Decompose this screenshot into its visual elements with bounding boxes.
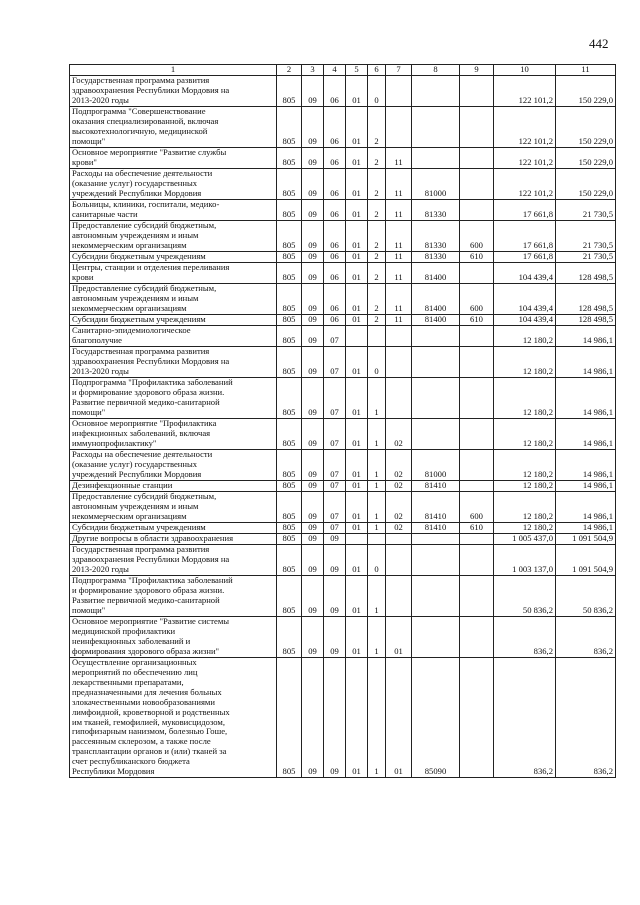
table-body bbox=[70, 76, 616, 778]
cell-activity-code: 02 bbox=[386, 481, 412, 492]
table-row bbox=[70, 545, 616, 576]
cell-section-code: 09 bbox=[302, 263, 324, 284]
cell-program-code: 01 bbox=[346, 76, 368, 107]
row-name-cell: Государственная программа развития здравоохранения Республики Мордовия на 2013-2020 годы bbox=[70, 76, 277, 107]
header-cell: 7 bbox=[386, 65, 412, 76]
cell-direction-code: 81330 bbox=[412, 200, 460, 221]
row-name-cell: Больницы, клиники, госпитали, медико- санитарные части bbox=[70, 200, 277, 221]
cell-program-code: 01 bbox=[346, 617, 368, 658]
row-name-cell: Основное мероприятие "Профилактика инфекционных заболеваний, включая иммунопрофилактику" bbox=[70, 419, 277, 450]
row-name-cell: Расходы на обеспечение деятельности (оказание услуг) государственных учреждений Республики Мордовия bbox=[70, 450, 277, 481]
cell-amount-col10: 104 439,4 bbox=[494, 284, 556, 315]
cell-amount-col11: 14 986,1 bbox=[556, 419, 616, 450]
cell-amount-col10: 12 180,2 bbox=[494, 450, 556, 481]
row-name-cell: Государственная программа развития здравоохранения Республики Мордовия на 2013-2020 годы bbox=[70, 545, 277, 576]
cell-program-code: 01 bbox=[346, 315, 368, 326]
cell-ministry-code: 805 bbox=[277, 148, 302, 169]
cell-subsection-code: 09 bbox=[324, 576, 346, 617]
cell-subprogram-code: 0 bbox=[368, 76, 386, 107]
table-row bbox=[70, 419, 616, 450]
row-name-cell: Подпрограмма "Профилактика заболеваний и формирование здорового образа жизни. Развитие первичной медико-санитарной помощи" bbox=[70, 576, 277, 617]
table-row bbox=[70, 148, 616, 169]
cell-direction-code: 81410 bbox=[412, 523, 460, 534]
cell-section-code: 09 bbox=[302, 492, 324, 523]
table-row bbox=[70, 378, 616, 419]
cell-amount-col11: 14 986,1 bbox=[556, 347, 616, 378]
cell-direction-code: 81330 bbox=[412, 252, 460, 263]
cell-amount-col10: 122 101,2 bbox=[494, 107, 556, 148]
cell-activity-code: 02 bbox=[386, 523, 412, 534]
cell-direction-code bbox=[412, 148, 460, 169]
cell-amount-col11: 1 091 504,9 bbox=[556, 545, 616, 576]
cell-direction-code bbox=[412, 76, 460, 107]
cell-amount-col11: 14 986,1 bbox=[556, 326, 616, 347]
cell-ministry-code: 805 bbox=[277, 481, 302, 492]
cell-subsection-code: 06 bbox=[324, 200, 346, 221]
cell-ministry-code: 805 bbox=[277, 169, 302, 200]
header-cell: 11 bbox=[556, 65, 616, 76]
cell-amount-col10: 12 180,2 bbox=[494, 481, 556, 492]
cell-activity-code bbox=[386, 534, 412, 545]
header-cell: 5 bbox=[346, 65, 368, 76]
cell-expense-type-code bbox=[460, 263, 494, 284]
table-row bbox=[70, 326, 616, 347]
cell-activity-code bbox=[386, 107, 412, 148]
cell-expense-type-code bbox=[460, 545, 494, 576]
cell-activity-code: 11 bbox=[386, 200, 412, 221]
cell-section-code: 09 bbox=[302, 326, 324, 347]
cell-subsection-code: 07 bbox=[324, 523, 346, 534]
page-number: 442 bbox=[589, 36, 609, 51]
table-row bbox=[70, 576, 616, 617]
cell-expense-type-code: 600 bbox=[460, 284, 494, 315]
cell-program-code: 01 bbox=[346, 148, 368, 169]
row-name-cell: Центры, станции и отделения переливания крови bbox=[70, 263, 277, 284]
cell-amount-col10: 12 180,2 bbox=[494, 347, 556, 378]
cell-ministry-code: 805 bbox=[277, 545, 302, 576]
cell-subsection-code: 07 bbox=[324, 450, 346, 481]
cell-subsection-code: 09 bbox=[324, 658, 346, 778]
cell-section-code: 09 bbox=[302, 419, 324, 450]
cell-section-code: 09 bbox=[302, 107, 324, 148]
table-row bbox=[70, 200, 616, 221]
cell-subprogram-code: 1 bbox=[368, 450, 386, 481]
cell-expense-type-code bbox=[460, 148, 494, 169]
cell-subprogram-code: 2 bbox=[368, 263, 386, 284]
table-row bbox=[70, 481, 616, 492]
cell-direction-code bbox=[412, 347, 460, 378]
cell-subprogram-code: 1 bbox=[368, 481, 386, 492]
cell-subprogram-code: 2 bbox=[368, 169, 386, 200]
row-name-cell: Предоставление субсидий бюджетным, автономным учреждениям и иным некоммерческим организациям bbox=[70, 492, 277, 523]
cell-direction-code bbox=[412, 419, 460, 450]
cell-subprogram-code: 0 bbox=[368, 545, 386, 576]
cell-subprogram-code: 1 bbox=[368, 492, 386, 523]
cell-subprogram-code: 1 bbox=[368, 617, 386, 658]
cell-ministry-code: 805 bbox=[277, 263, 302, 284]
cell-expense-type-code bbox=[460, 576, 494, 617]
cell-amount-col10: 17 661,8 bbox=[494, 221, 556, 252]
cell-activity-code: 11 bbox=[386, 169, 412, 200]
cell-direction-code: 81400 bbox=[412, 263, 460, 284]
cell-section-code: 09 bbox=[302, 200, 324, 221]
cell-subsection-code: 06 bbox=[324, 221, 346, 252]
cell-expense-type-code: 610 bbox=[460, 523, 494, 534]
table-row bbox=[70, 221, 616, 252]
cell-amount-col11: 128 498,5 bbox=[556, 315, 616, 326]
cell-program-code: 01 bbox=[346, 252, 368, 263]
cell-subsection-code: 07 bbox=[324, 481, 346, 492]
header-cell: 4 bbox=[324, 65, 346, 76]
cell-direction-code bbox=[412, 107, 460, 148]
cell-amount-col11: 14 986,1 bbox=[556, 378, 616, 419]
cell-amount-col11: 50 836,2 bbox=[556, 576, 616, 617]
cell-amount-col10: 17 661,8 bbox=[494, 200, 556, 221]
cell-ministry-code: 805 bbox=[277, 107, 302, 148]
cell-ministry-code: 805 bbox=[277, 76, 302, 107]
cell-expense-type-code bbox=[460, 169, 494, 200]
table-row bbox=[70, 284, 616, 315]
cell-activity-code bbox=[386, 576, 412, 617]
cell-section-code: 09 bbox=[302, 315, 324, 326]
cell-subsection-code: 06 bbox=[324, 252, 346, 263]
cell-subprogram-code: 1 bbox=[368, 576, 386, 617]
cell-expense-type-code bbox=[460, 481, 494, 492]
cell-program-code: 01 bbox=[346, 263, 368, 284]
cell-ministry-code: 805 bbox=[277, 378, 302, 419]
cell-section-code: 09 bbox=[302, 523, 324, 534]
cell-amount-col10: 12 180,2 bbox=[494, 378, 556, 419]
cell-activity-code: 11 bbox=[386, 263, 412, 284]
cell-subsection-code: 06 bbox=[324, 169, 346, 200]
cell-activity-code bbox=[386, 378, 412, 419]
cell-activity-code: 01 bbox=[386, 617, 412, 658]
row-name-cell: Государственная программа развития здравоохранения Республики Мордовия на 2013-2020 годы bbox=[70, 347, 277, 378]
cell-section-code: 09 bbox=[302, 252, 324, 263]
cell-subprogram-code: 1 bbox=[368, 658, 386, 778]
cell-amount-col11: 14 986,1 bbox=[556, 481, 616, 492]
cell-direction-code: 81410 bbox=[412, 481, 460, 492]
cell-ministry-code: 805 bbox=[277, 492, 302, 523]
cell-activity-code: 11 bbox=[386, 252, 412, 263]
cell-subprogram-code: 2 bbox=[368, 107, 386, 148]
cell-subsection-code: 09 bbox=[324, 534, 346, 545]
cell-amount-col11: 14 986,1 bbox=[556, 450, 616, 481]
cell-activity-code: 11 bbox=[386, 284, 412, 315]
cell-subsection-code: 06 bbox=[324, 107, 346, 148]
cell-section-code: 09 bbox=[302, 76, 324, 107]
row-name-cell: Санитарно-эпидемиологическое благополучие bbox=[70, 326, 277, 347]
cell-section-code: 09 bbox=[302, 148, 324, 169]
row-name-cell: Подпрограмма "Профилактика заболеваний и формирование здорового образа жизни. Развитие первичной медико-санитарной помощи" bbox=[70, 378, 277, 419]
row-name-cell: Расходы на обеспечение деятельности (оказание услуг) государственных учреждений Республики Мордовия bbox=[70, 169, 277, 200]
table-row bbox=[70, 169, 616, 200]
table-row bbox=[70, 252, 616, 263]
cell-expense-type-code bbox=[460, 347, 494, 378]
cell-section-code: 09 bbox=[302, 576, 324, 617]
cell-amount-col11: 128 498,5 bbox=[556, 284, 616, 315]
table-row bbox=[70, 263, 616, 284]
cell-direction-code bbox=[412, 534, 460, 545]
cell-program-code: 01 bbox=[346, 169, 368, 200]
cell-ministry-code: 805 bbox=[277, 315, 302, 326]
cell-subprogram-code bbox=[368, 534, 386, 545]
cell-program-code: 01 bbox=[346, 492, 368, 523]
cell-program-code: 01 bbox=[346, 545, 368, 576]
cell-expense-type-code bbox=[460, 419, 494, 450]
cell-program-code: 01 bbox=[346, 658, 368, 778]
table-row bbox=[70, 658, 616, 778]
table-row bbox=[70, 523, 616, 534]
cell-expense-type-code: 610 bbox=[460, 315, 494, 326]
cell-activity-code: 11 bbox=[386, 148, 412, 169]
cell-amount-col11: 14 986,1 bbox=[556, 492, 616, 523]
cell-program-code bbox=[346, 326, 368, 347]
cell-direction-code: 81400 bbox=[412, 315, 460, 326]
cell-program-code: 01 bbox=[346, 481, 368, 492]
cell-program-code: 01 bbox=[346, 450, 368, 481]
row-name-cell: Осуществление организационных мероприятий по обеспечению лиц лекарственными препаратами, предназначенными для лечения больных злокачественными новообразованиями лимфоидной, кроветворной и родственных им тканей, гемофилией, муковисцидозом, гипофизарным нанизмом, болезнью Гоше, рассеянным склерозом, а также после трансплантации органов и (или) тканей за счет республиканского бюджета Республики Мордовия bbox=[70, 658, 277, 778]
cell-activity-code: 11 bbox=[386, 221, 412, 252]
cell-program-code: 01 bbox=[346, 347, 368, 378]
header-cell: 8 bbox=[412, 65, 460, 76]
cell-activity-code: 01 bbox=[386, 658, 412, 778]
cell-amount-col10: 104 439,4 bbox=[494, 315, 556, 326]
cell-activity-code: 11 bbox=[386, 315, 412, 326]
cell-subprogram-code bbox=[368, 326, 386, 347]
row-name-cell: Субсидии бюджетным учреждениям bbox=[70, 523, 277, 534]
row-name-cell: Дезинфекционные станции bbox=[70, 481, 277, 492]
cell-expense-type-code bbox=[460, 617, 494, 658]
cell-subprogram-code: 1 bbox=[368, 378, 386, 419]
cell-program-code: 01 bbox=[346, 200, 368, 221]
cell-amount-col11: 836,2 bbox=[556, 658, 616, 778]
cell-ministry-code: 805 bbox=[277, 284, 302, 315]
row-name-cell: Субсидии бюджетным учреждениям bbox=[70, 252, 277, 263]
cell-expense-type-code bbox=[460, 107, 494, 148]
cell-subprogram-code: 1 bbox=[368, 419, 386, 450]
cell-subprogram-code: 2 bbox=[368, 252, 386, 263]
cell-amount-col10: 12 180,2 bbox=[494, 419, 556, 450]
cell-amount-col11: 150 229,0 bbox=[556, 148, 616, 169]
cell-amount-col11: 150 229,0 bbox=[556, 107, 616, 148]
cell-expense-type-code bbox=[460, 326, 494, 347]
cell-amount-col10: 122 101,2 bbox=[494, 76, 556, 107]
cell-direction-code: 81000 bbox=[412, 169, 460, 200]
cell-subsection-code: 07 bbox=[324, 347, 346, 378]
cell-expense-type-code: 600 bbox=[460, 492, 494, 523]
table-row bbox=[70, 76, 616, 107]
cell-direction-code bbox=[412, 576, 460, 617]
cell-ministry-code: 805 bbox=[277, 347, 302, 378]
cell-expense-type-code bbox=[460, 378, 494, 419]
cell-direction-code: 85090 bbox=[412, 658, 460, 778]
budget-table bbox=[69, 64, 616, 778]
cell-direction-code: 81410 bbox=[412, 492, 460, 523]
cell-section-code: 09 bbox=[302, 545, 324, 576]
cell-section-code: 09 bbox=[302, 378, 324, 419]
cell-subsection-code: 07 bbox=[324, 419, 346, 450]
cell-program-code bbox=[346, 534, 368, 545]
cell-expense-type-code: 610 bbox=[460, 252, 494, 263]
cell-amount-col10: 1 005 437,0 bbox=[494, 534, 556, 545]
cell-amount-col11: 14 986,1 bbox=[556, 523, 616, 534]
cell-subsection-code: 06 bbox=[324, 76, 346, 107]
row-name-cell: Субсидии бюджетным учреждениям bbox=[70, 315, 277, 326]
cell-subprogram-code: 1 bbox=[368, 523, 386, 534]
cell-ministry-code: 805 bbox=[277, 200, 302, 221]
cell-section-code: 09 bbox=[302, 450, 324, 481]
row-name-cell: Подпрограмма "Совершенствование оказания специализированной, включая высокотехнологичную, медицинской помощи" bbox=[70, 107, 277, 148]
cell-amount-col11: 1 091 504,9 bbox=[556, 534, 616, 545]
cell-subprogram-code: 2 bbox=[368, 221, 386, 252]
cell-section-code: 09 bbox=[302, 617, 324, 658]
cell-direction-code bbox=[412, 545, 460, 576]
cell-activity-code bbox=[386, 76, 412, 107]
cell-activity-code: 02 bbox=[386, 419, 412, 450]
cell-subprogram-code: 2 bbox=[368, 200, 386, 221]
cell-amount-col11: 21 730,5 bbox=[556, 252, 616, 263]
header-cell: 3 bbox=[302, 65, 324, 76]
cell-section-code: 09 bbox=[302, 658, 324, 778]
cell-subprogram-code: 2 bbox=[368, 284, 386, 315]
cell-section-code: 09 bbox=[302, 534, 324, 545]
cell-ministry-code: 805 bbox=[277, 419, 302, 450]
cell-section-code: 09 bbox=[302, 221, 324, 252]
header-row bbox=[70, 65, 616, 76]
cell-subsection-code: 07 bbox=[324, 378, 346, 419]
row-name-cell: Другие вопросы в области здравоохранения bbox=[70, 534, 277, 545]
row-name-cell: Предоставление субсидий бюджетным, автономным учреждениям и иным некоммерческим организациям bbox=[70, 284, 277, 315]
header-cell: 10 bbox=[494, 65, 556, 76]
cell-amount-col10: 1 003 137,0 bbox=[494, 545, 556, 576]
table-row bbox=[70, 107, 616, 148]
cell-amount-col10: 836,2 bbox=[494, 617, 556, 658]
cell-subsection-code: 06 bbox=[324, 284, 346, 315]
table-row bbox=[70, 617, 616, 658]
cell-ministry-code: 805 bbox=[277, 523, 302, 534]
table-row bbox=[70, 450, 616, 481]
cell-amount-col10: 12 180,2 bbox=[494, 523, 556, 534]
table-row bbox=[70, 315, 616, 326]
cell-amount-col10: 836,2 bbox=[494, 658, 556, 778]
cell-ministry-code: 805 bbox=[277, 576, 302, 617]
cell-amount-col10: 12 180,2 bbox=[494, 492, 556, 523]
cell-activity-code bbox=[386, 347, 412, 378]
cell-ministry-code: 805 bbox=[277, 534, 302, 545]
cell-ministry-code: 805 bbox=[277, 252, 302, 263]
cell-expense-type-code bbox=[460, 200, 494, 221]
cell-amount-col10: 12 180,2 bbox=[494, 326, 556, 347]
cell-direction-code bbox=[412, 378, 460, 419]
cell-subprogram-code: 2 bbox=[368, 315, 386, 326]
cell-expense-type-code bbox=[460, 658, 494, 778]
cell-amount-col11: 150 229,0 bbox=[556, 76, 616, 107]
cell-activity-code: 02 bbox=[386, 492, 412, 523]
cell-direction-code: 81000 bbox=[412, 450, 460, 481]
row-name-cell: Основное мероприятие "Развитие системы медицинской профилактики неинфекционных заболеваний и формирования здорового образа жизни" bbox=[70, 617, 277, 658]
cell-amount-col11: 21 730,5 bbox=[556, 221, 616, 252]
cell-activity-code: 02 bbox=[386, 450, 412, 481]
cell-program-code: 01 bbox=[346, 576, 368, 617]
header-cell: 2 bbox=[277, 65, 302, 76]
row-name-cell: Предоставление субсидий бюджетным, автономным учреждениям и иным некоммерческим организациям bbox=[70, 221, 277, 252]
cell-activity-code bbox=[386, 326, 412, 347]
header-cell: 9 bbox=[460, 65, 494, 76]
cell-expense-type-code bbox=[460, 76, 494, 107]
cell-amount-col11: 836,2 bbox=[556, 617, 616, 658]
cell-subsection-code: 06 bbox=[324, 148, 346, 169]
cell-subsection-code: 09 bbox=[324, 545, 346, 576]
cell-amount-col10: 122 101,2 bbox=[494, 148, 556, 169]
row-name-cell: Основное мероприятие "Развитие службы крови" bbox=[70, 148, 277, 169]
cell-program-code: 01 bbox=[346, 419, 368, 450]
cell-section-code: 09 bbox=[302, 169, 324, 200]
table-row bbox=[70, 347, 616, 378]
cell-ministry-code: 805 bbox=[277, 658, 302, 778]
cell-amount-col10: 122 101,2 bbox=[494, 169, 556, 200]
cell-subprogram-code: 0 bbox=[368, 347, 386, 378]
cell-amount-col10: 17 661,8 bbox=[494, 252, 556, 263]
header-cell: 1 bbox=[70, 65, 277, 76]
cell-program-code: 01 bbox=[346, 107, 368, 148]
cell-subsection-code: 07 bbox=[324, 326, 346, 347]
cell-subsection-code: 06 bbox=[324, 263, 346, 284]
cell-program-code: 01 bbox=[346, 378, 368, 419]
cell-direction-code bbox=[412, 617, 460, 658]
cell-ministry-code: 805 bbox=[277, 450, 302, 481]
cell-ministry-code: 805 bbox=[277, 617, 302, 658]
cell-amount-col11: 21 730,5 bbox=[556, 200, 616, 221]
cell-ministry-code: 805 bbox=[277, 326, 302, 347]
cell-amount-col10: 104 439,4 bbox=[494, 263, 556, 284]
cell-program-code: 01 bbox=[346, 523, 368, 534]
cell-ministry-code: 805 bbox=[277, 221, 302, 252]
cell-direction-code: 81400 bbox=[412, 284, 460, 315]
cell-section-code: 09 bbox=[302, 481, 324, 492]
cell-direction-code bbox=[412, 326, 460, 347]
cell-amount-col11: 150 229,0 bbox=[556, 169, 616, 200]
cell-section-code: 09 bbox=[302, 347, 324, 378]
cell-program-code: 01 bbox=[346, 221, 368, 252]
cell-expense-type-code bbox=[460, 450, 494, 481]
cell-activity-code bbox=[386, 545, 412, 576]
cell-direction-code: 81330 bbox=[412, 221, 460, 252]
header-cell: 6 bbox=[368, 65, 386, 76]
cell-subsection-code: 07 bbox=[324, 492, 346, 523]
cell-amount-col10: 50 836,2 bbox=[494, 576, 556, 617]
cell-program-code: 01 bbox=[346, 284, 368, 315]
cell-subsection-code: 09 bbox=[324, 617, 346, 658]
cell-amount-col11: 128 498,5 bbox=[556, 263, 616, 284]
cell-subprogram-code: 2 bbox=[368, 148, 386, 169]
table-row bbox=[70, 492, 616, 523]
cell-expense-type-code: 600 bbox=[460, 221, 494, 252]
cell-expense-type-code bbox=[460, 534, 494, 545]
table-row bbox=[70, 534, 616, 545]
cell-section-code: 09 bbox=[302, 284, 324, 315]
cell-subsection-code: 06 bbox=[324, 315, 346, 326]
